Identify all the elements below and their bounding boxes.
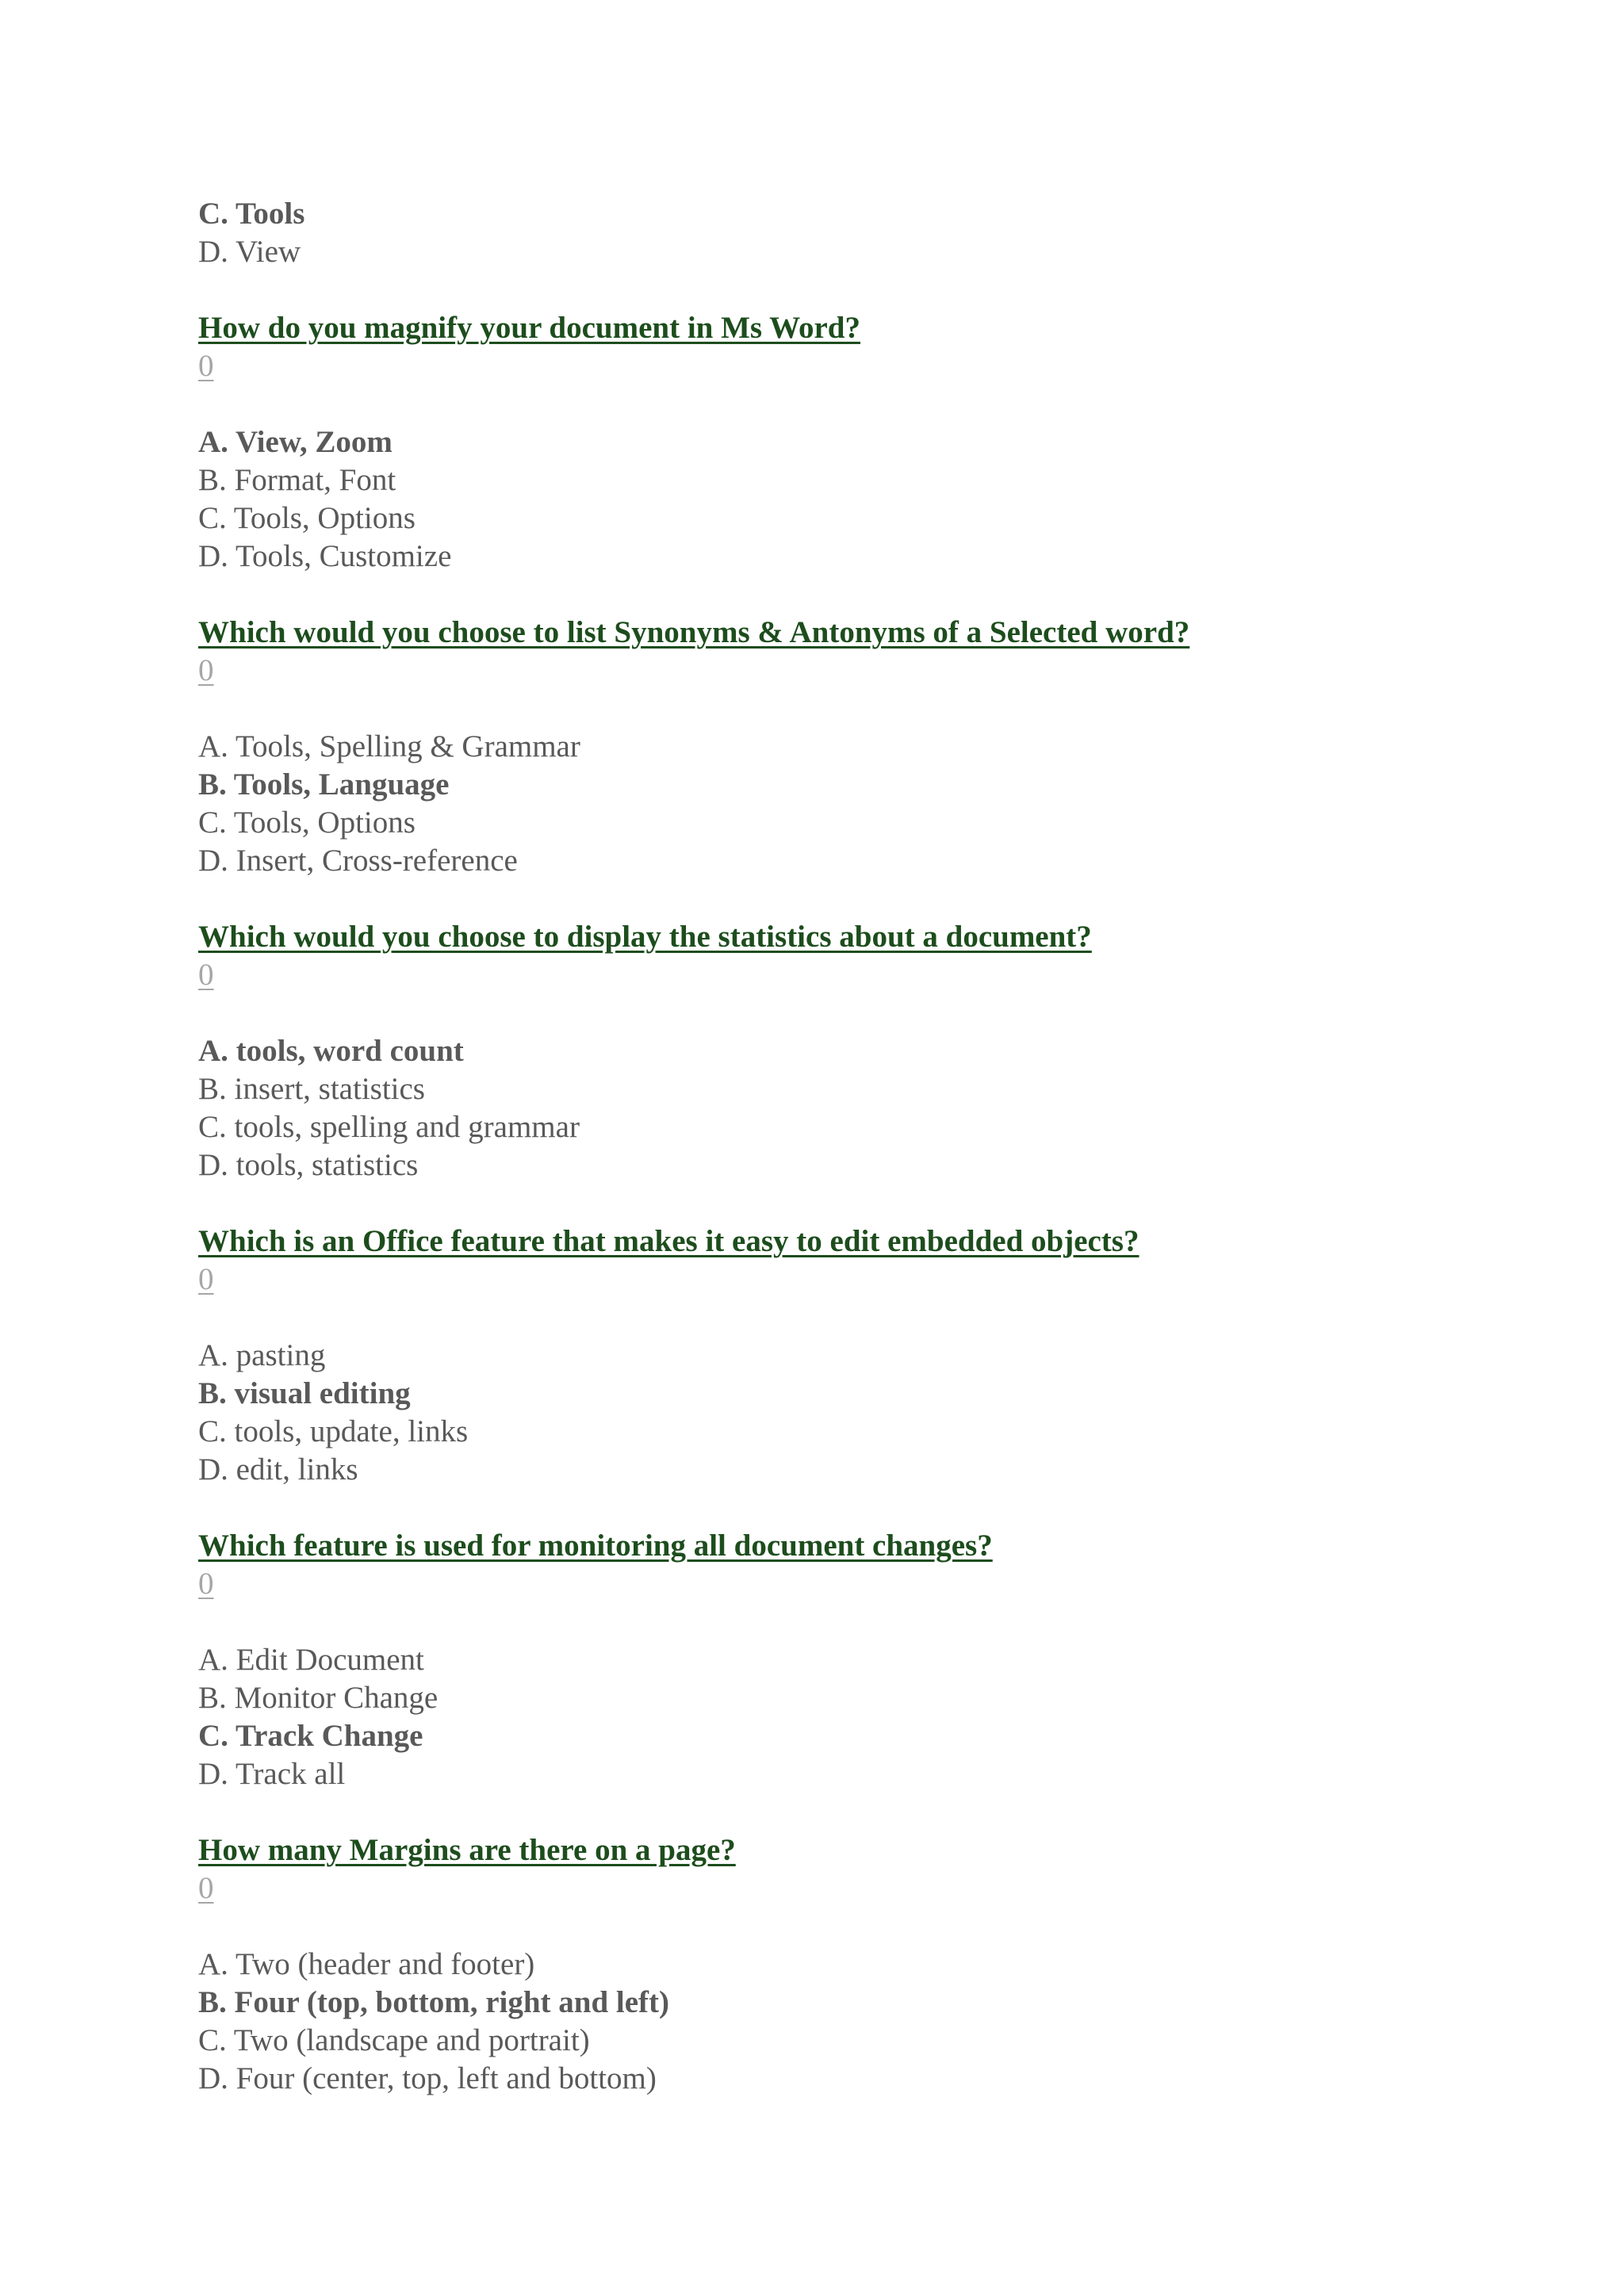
option: C. Tools, Options [198, 806, 416, 840]
option: D. edit, links [198, 1452, 358, 1487]
answer-count-link[interactable]: 0 [198, 1871, 214, 1905]
question-block-3 [198, 918, 1467, 1184]
question-link[interactable]: Which is an Office feature that makes it easy to edit embedded objects? [198, 1224, 1139, 1258]
option-correct: A. View, Zoom [198, 425, 393, 459]
option: A. Tools, Spelling & Grammar [198, 729, 580, 763]
option: B. Format, Font [198, 463, 396, 497]
question-block-1 [198, 309, 1467, 576]
option-correct: C. Track Change [198, 1719, 423, 1753]
option: B. Monitor Change [198, 1681, 439, 1715]
answer-count-link[interactable]: 0 [198, 1262, 214, 1296]
option-correct: B. Tools, Language [198, 767, 450, 802]
question-link[interactable]: Which would you choose to list Synonyms & Antonyms of a Selected word? [198, 615, 1190, 649]
question-link[interactable]: How many Margins are there on a page? [198, 1833, 736, 1867]
option: C. tools, spelling and grammar [198, 1110, 580, 1144]
document-page [198, 195, 1467, 2098]
question-block-6 [198, 1831, 1467, 2098]
option: D. Four (center, top, left and bottom) [198, 2061, 657, 2095]
option: C. Tools, Options [198, 501, 416, 535]
option: D. Track all [198, 1757, 346, 1791]
lead-options [198, 195, 1467, 271]
answer-count-link[interactable]: 0 [198, 349, 214, 383]
question-link[interactable]: How do you magnify your document in Ms Word? [198, 311, 860, 345]
option: D. Tools, Customize [198, 539, 452, 573]
option: D. Insert, Cross-reference [198, 844, 518, 878]
option-correct: A. tools, word count [198, 1034, 464, 1068]
option: C. Two (landscape and portrait) [198, 2023, 590, 2057]
option: A. pasting [198, 1338, 326, 1372]
question-block-2 [198, 614, 1467, 880]
question-link[interactable]: Which would you choose to display the statistics about a document? [198, 920, 1092, 954]
answer-count-link[interactable]: 0 [198, 1567, 214, 1601]
option-correct: B. visual editing [198, 1376, 411, 1410]
question-block-5 [198, 1527, 1467, 1793]
option: C. tools, update, links [198, 1414, 469, 1448]
option: A. Two (header and footer) [198, 1947, 535, 1981]
option-correct: B. Four (top, bottom, right and left) [198, 1985, 670, 2019]
option: D. View [198, 235, 301, 269]
question-block-4 [198, 1223, 1467, 1489]
option-correct: C. Tools [198, 197, 305, 231]
question-link[interactable]: Which feature is used for monitoring all document changes? [198, 1529, 993, 1563]
option: D. tools, statistics [198, 1148, 419, 1182]
option: B. insert, statistics [198, 1072, 425, 1106]
option: A. Edit Document [198, 1643, 424, 1677]
answer-count-link[interactable]: 0 [198, 958, 214, 992]
answer-count-link[interactable]: 0 [198, 653, 214, 687]
